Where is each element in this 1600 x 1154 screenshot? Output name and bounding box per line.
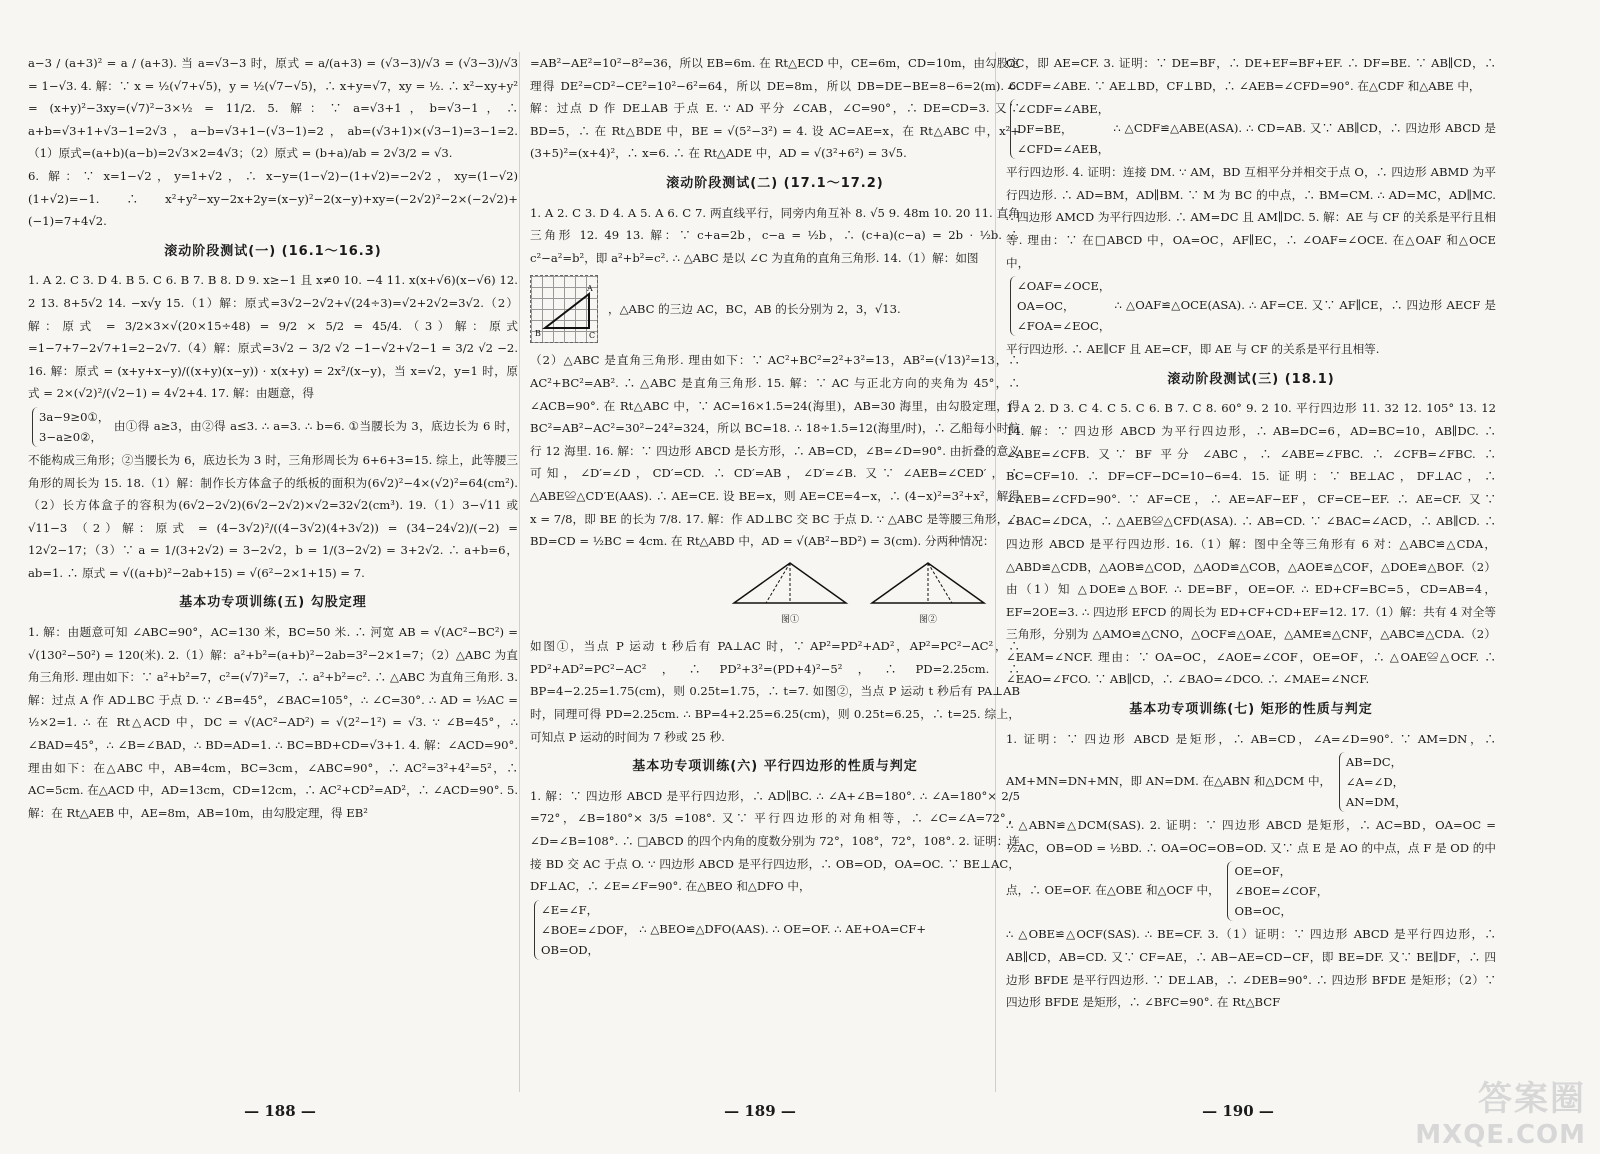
equation-system <box>1227 861 1328 921</box>
equation-line: ∠BOE=∠DOF， <box>541 922 636 937</box>
page-number: — 190 — <box>1202 1102 1274 1120</box>
site-watermark <box>1415 1071 1586 1150</box>
section-title: 基本功专项训练(六) 平行四边形的性质与判定 <box>632 759 918 775</box>
grid-figure-row <box>530 275 1020 343</box>
column-divider <box>519 52 520 1092</box>
equation-line: ∠FOA=∠EOC， <box>1017 319 1111 334</box>
figure-caption: 图① <box>780 614 799 625</box>
equation-line: OB=OD， <box>541 942 600 957</box>
answer-paragraph: 6. 解：∵ x=1−√2，y=1+√2，∴ x−y=(1−√2)−(1+√2)=−2√2，xy=(1−√2)(1+√2)=−1. ∴ x²+y²−xy−2x+2y=(x−y)²−2(x−y)+xy=(−2√2)²−2×(−2√2)+(−1)=7+4√2. <box>28 168 518 229</box>
right-triangle-diagram <box>531 276 597 342</box>
page-number: — 189 — <box>724 1102 796 1120</box>
section-title: 滚动阶段测试(二) (17.1～17.2) <box>666 175 884 191</box>
equation-line: AB=DC， <box>1345 755 1403 770</box>
equation-line: ∠BOE=∠COF， <box>1234 884 1329 899</box>
equation-system <box>534 900 635 960</box>
equation-line: ∠OAF=∠OCE， <box>1017 279 1111 294</box>
isosceles-triangle-diagram <box>730 557 850 609</box>
equation-system <box>1339 752 1407 812</box>
equation-line: ∠A=∠D， <box>1345 775 1405 790</box>
answer-column-1 <box>28 52 518 1092</box>
equation-line: ∠E=∠F， <box>541 902 599 917</box>
answer-text: ∴ △CDF≌△ABE(ASA). ∴ CD=AB. 又∵ AB∥CD，∴ 四边形 ABCD 是平行四边形. 4. 证明：连接 DM. ∵ AM，BD 互相平分并相交于点 O，∴ 四边形 ABMD 为平行四边形. ∴ AD=BM，AD∥BM. ∵ M 为 BC 的中点，∴ BM=CM. ∴ AD=MC，AD∥MC. ∴ 四边形 AMCD 为平行四边形. ∴ AM=DC 且 AM∥DC. 5. 解：AE 与 CF 的关系是平行且相等. 理由：∵ 在□ABCD 中，OA=OC，AF∥EC，∴ ∠OAF=∠OCE. 在△OAF 和△OCE 中， <box>1006 121 1496 270</box>
answer-column-3 <box>1006 52 1496 1092</box>
equation-line: DF=BE， <box>1017 122 1073 137</box>
answer-paragraph: OC，即 AE=CF. 3. 证明：∵ DE=BF，∴ DE+EF=BF+EF. ∴ DF=BE. ∵ AB∥CD，∴ ∠CDF=∠ABE. ∵ AE⊥BD，CF⊥BD，∴ ∠AEB=∠CFD=90°. 在△CDF 和△ABE 中， <box>1006 56 1496 93</box>
watermark-url: MXQE.COM <box>1415 1120 1586 1150</box>
answer-text: 1. 证明：∵ 四边形 ABCD 是矩形，∴ AB=CD，∠A=∠D=90°. ∵ AM=DN，∴ AM+MN=DN+MN，即 AN=DM. 在△ABN 和△DCM 中， <box>1006 731 1496 789</box>
equation-line: ∠CDF=∠ABE， <box>1017 102 1110 117</box>
answer-paragraph: 如图①，当点 P 运动 t 秒后有 PA⊥AC 时，∵ AP²=PD²+AD²，AP²=PC²−AC²，∴ PD²+AD²=PC²−AC²，∴ PD²+3²=(PD+4)²−5²，∴ PD=2.25cm. ∴ BP=4−2.25=1.75(cm)，则 0.25t=1.75，∴ t=7. 如图②，当点 P 运动 t 秒后有 PA⊥AB 时，同理可得 PD=2.25cm. ∴ BP=4+2.25=6.25(cm)，则 0.25t=6.25，∴ t=25. 综上，可知点 P 运动的时间为 7 秒或 25 秒. <box>530 639 1020 744</box>
answer-paragraph <box>1006 728 1496 815</box>
equation-line: OA=OC， <box>1017 299 1075 314</box>
answer-text: 由①得 a≥3，由②得 a≤3. ∴ a=3. ∴ b=6. ①当腰长为 3，底边长为 6 时，不能构成三角形；②当腰长为 6，底边长为 3 时，三角形周长为 6+6+3=15. 综上，此等腰三角形的周长为 15. 18.（1）解：制作长方体盒子的纸板的面积为(6√2)²−4×(√2)²=64(cm²).（2）长方体盒子的容积为(6√2−2√2)(6√2−2√2)×√2=32√2(cm³). 19.（1）3−√11 或 √11−3 （2）解：原式 = (4−3√2)²/((4−3√2)(4+3√2)) = (34−24√2)/(−2) = 12√2−17；（3）∵ a = 1/(3+2√2) = 3−2√2，b = 1/(3−2√2) = 3+2√2. ∴ a+b=6，ab=1. ∴ 原式 = √((a+b)²−2ab+15) = √(6²−2×1+15) = 7. <box>28 418 518 580</box>
answer-column-2 <box>530 52 1020 1092</box>
answer-text: ∴ △OAF≌△OCE(ASA). ∴ AF=CE. 又∵ AF∥CE，∴ 四边形 AECF 是平行四边形. ∴ AE∥CF 且 AE=CF，即 AE 与 CF 的关系是平行且相等. <box>1006 298 1496 357</box>
answer-text: ，△ABC 的三边 AC，BC，AB 的长分别为 2，3，√13. <box>608 302 901 317</box>
figure-caption: 图② <box>918 614 937 625</box>
answer-paragraph: a−3 / (a+3)² = a / (a+3). 当 a=√3−3 时，原式 = a/(a+3) = (√3−3)/√3 = (√3−3)/√3 = 1−√3. 4. 解：∵ x = ½(√7+√5)，y = ½(√7−√5)，∴ x+y=√7，xy = ½. ∴ x²−xy+y² = (x+y)²−3xy=(√7)²−3×½ = 11/2. 5. 解：∵ a=√3+1，b=√3−1，∴ a+b=√3+1+√3−1=2√3，a−b=√3+1−(√3−1)=2，ab=(√3+1)×(√3−1)=3−1=2.（1）原式=(a+b)(a−b)=2√3×2=4√3；（2）原式 = (b+a)/ab = 2√3/2 = √3. <box>28 56 518 161</box>
section-title: 滚动阶段测试(一) (16.1～16.3) <box>164 243 382 259</box>
svg-text:B: B <box>535 329 541 339</box>
section-title: 滚动阶段测试(三) (18.1) <box>1167 371 1335 387</box>
figure-1 <box>730 557 850 632</box>
answer-paragraph: 1. A 2. D 3. C 4. C 5. C 6. B 7. C 8. 60° 9. 2 10. 平行四边形 11. 32 12. 105° 13. 12 14. 解：∵ 四边形 ABCD 为平行四边形，∴ AB=DC=6，AD=BC=10，AB∥DC. ∴ ∠ABE=∠CFB. 又∵ BF 平分 ∠ABC，∴ ∠ABE=∠FBC. ∴ ∠CFB=∠FBC. ∴ BC=CF=10. ∴ DF=CF−DC=10−6=4. 15. 证明：∵ BE⊥AC，DF⊥AC，∴ ∠AEB=∠CFD=90°. ∵ AF=CE，∴ AE=AF−EF，CF=CE−EF. ∴ AE=CF. 又∵ ∠BAC=∠DCA，∴ △AEB≌△CFD(ASA). ∴ AB=CD. ∵ ∠BAC=∠ACD，∴ AB∥CD. ∴ 四边形 ABCD 是平行四边形. 16.（1）解：图中全等三角形有 6 对：△ABC≌△CDA，△ABD≌△CDB，△AOB≌△COD，△AOD≌△COB，△AOE≌△COF，△DOE≌△BOF.（2）由（1）知 △DOE≌△BOF. ∴ DE=BF，OE=OF. ∴ ED+CF=BC=5，CD=AB=4，EF=2OE=3. ∴ 四边形 EFCD 的周长为 ED+CF+CD+EF=12. 17.（1）解：共有 4 对全等三角形，分别为 △AMO≌△CNO，△OCF≌△OAE，△AME≌△CNF，△ABC≌△CDA.（2）∠EAM=∠NCF. 理由：∵ OA=OC，∠AOE=∠COF，OE=OF，∴ △OAE≌△OCF. ∴ ∠EAO=∠FCO. ∵ AB∥CD，∴ ∠BAO=∠DCO. ∴ ∠MAE=∠NCF. <box>1006 401 1496 687</box>
equation-line: 3−a≥0②， <box>39 429 103 444</box>
section-title: 基本功专项训练(七) 矩形的性质与判定 <box>1129 702 1373 718</box>
equation-system <box>1010 99 1109 159</box>
equation-line: OB=OC， <box>1234 904 1293 919</box>
section-title: 基本功专项训练(五) 勾股定理 <box>179 595 367 611</box>
answer-paragraph: 1. A 2. C 3. D 4. B 5. C 6. B 7. B 8. D 9. x≥−1 且 x≠0 10. −4 11. x(x+√6)(x−√6) 12. 2 13. 8+5√2 14. −x√y 15.（1）解：原式=3√2−2√2+√(24÷3)=√2+2√2=3√2.（2）解：原式 = 3/2×3×√(20×15÷48) = 9/2 × 5/2 = 45/4.（3）解：原式=1−7+7−2√7+1=2−2√7.（4）解：原式=3√2 − 3/2 √2 −1−√2+√2−1 = 3/2 √2 −2. 16. 解：原式 = (x+y+x−y)/((x+y)(x−y)) · x(x+y) = 2x²/(x−y)，当 x=√2，y=1 时，原式 = 2×(√2)²/(√2−1) = 4√2+4. 17. 解：由题意，得 <box>28 273 518 401</box>
equation-system <box>1010 276 1111 336</box>
grid-triangle-figure <box>530 275 598 343</box>
answer-paragraph: （2）△ABC 是直角三角形. 理由如下：∵ AC²+BC²=2²+3²=13，AB²=(√13)²=13，∴ AC²+BC²=AB². ∴ △ABC 是直角三角形. 15. 解：∵ AC 与正北方向的夹角为 45°，∴ ∠ACB=90°. 在 Rt△ABC 中，∵ AC=16×1.5=24(海里)，AB=30 海里，由勾股定理，得 BC²=AB²−AC²=30²−24²=324，所以 BC=18. ∴ 18÷1.5=12(海里/时)，∴ 乙船每小时航行 12 海里. 16. 解：∵ 四边形 ABCD 是长方形，∴ AB=CD，∠B=∠D=90°. 由折叠的意义可知，∠D′=∠D，CD′=CD. ∴ CD′=AB，∠D′=∠B. 又∵ ∠AEB=∠CED′，∴ △ABE≌△CD′E(AAS). ∴ AE=CE. 设 BE=x，则 AE=CE=4−x，∴ (4−x)²=3²+x²，解得 x = 7/8，即 BE 的长为 7/8. 17. 解：作 AD⊥BC 交 BC 于点 D. ∵ △ABC 是等腰三角形，∴ BD=CD = ½BC = 4cm. 在 Rt△ABD 中，AD = √(AB²−BD²) = 3(cm). 分两种情况： <box>530 353 1020 549</box>
page-number: — 188 — <box>244 1102 316 1120</box>
answer-paragraph: 1. 解：∵ 四边形 ABCD 是平行四边形，∴ AD∥BC. ∴ ∠A+∠B=180°. ∴ ∠A=180°× 2/5 =72°，∠B=180°× 3/5 =108°. 又∵ 平行四边形的对角相等，∴ ∠C=∠A=72°，∠D=∠B=108°. ∴ □ABCD 的四个内角的度数分别为 72°，108°，72°，108°. 2. 证明：连接 BD 交 AC 于点 O. ∵ 四边形 ABCD 是平行四边形，∴ OB=OD，OA=OC. ∵ BE⊥AC，DF⊥AC，∴ ∠E=∠F=90°. 在△BEO 和△DFO 中， <box>530 788 1020 894</box>
answer-paragraph <box>530 898 1020 962</box>
answer-paragraph: 1. 解：由题意可知 ∠ABC=90°，AC=130 米，BC=50 米. ∴ 河宽 AB = √(AC²−BC²) = √(130²−50²) = 120(米). 2.（1）解：a²+b²=(a+b)²−2ab=3²−2×1=7；（2）△ABC 为直角三角形. 理由如下：∵ a²+b²=7，c²=(√7)²=7，∴ a²+b²=c². ∴ △ABC 为直角三角形. 3. 解：过点 A 作 AD⊥BC 于点 D. ∵ ∠B=45°，∠BAC=105°，∴ ∠C=30°. ∴ AD = ½AC = ½×2=1. ∴ 在 Rt△ACD 中，DC = √(AC²−AD²) = √(2²−1²) = √3. ∵ ∠B=45°，∴ ∠BAD=45°，∴ ∠B=∠BAD，∴ BD=AD=1. ∴ BC=BD+CD=√3+1. 4. 解：∠ACD=90°. 理由如下：在△ABC 中，AB=4cm，BC=3cm，∠ABC=90°，∴ AC²=3²+4²=5²，∴ AC=5cm. 在△ACD 中，AD=13cm，CD=12cm，∴ AC²+CD²=AD²，∴ ∠ACD=90°. 5. 解：在 Rt△AEB 中，AE=8m，AB=10m，由勾股定理，得 EB² <box>28 625 518 820</box>
equation-line: 3a−9≥0①， <box>39 409 110 424</box>
equation-system <box>32 407 109 447</box>
watermark-logo-text: 答案圈 <box>1478 1079 1586 1119</box>
svg-text:C: C <box>589 331 596 341</box>
isosceles-triangle-diagram <box>868 557 988 609</box>
svg-text:A: A <box>587 284 593 294</box>
answer-paragraph <box>28 405 518 585</box>
answer-paragraph <box>1006 274 1496 361</box>
answer-text: ∴ △BEO≌△DFO(AAS). ∴ OE=OF. ∴ AE+OA=CF+ <box>639 921 927 936</box>
answer-paragraph: ∴ △OBE≌△OCF(SAS). ∴ BE=CF. 3.（1）证明：∵ 四边形 ABCD 是平行四边形，∴ AB∥CD，AB=CD. 又∵ CF=AE，∴ AB−AE=CD−CF，即 BE=DF. 又∵ BE∥DF，∴ 四边形 BFDE 是平行四边形. ∵ DE⊥AB，∴ ∠DEB=90°. ∴ 四边形 BFDE 是矩形；（2）∵ 四边形 BFDE 是矩形，∴ ∠BFC=90°. 在 Rt△BCF <box>1006 927 1496 1010</box>
answer-paragraph <box>1006 97 1496 274</box>
answer-paragraph: 1. A 2. C 3. D 4. A 5. A 6. C 7. 两直线平行，同旁内角互补 8. √5 9. 48m 10. 20 11. 直角三角形 12. 49 13. 解：∵ c+a=2b，c−a = ½b，∴ (c+a)(c−a) = 2b · ½b. ∴ c²−a²=b²，即 a²+b²=c². ∴ △ABC 是以 ∠C 为直角的直角三角形. 14.（1）解：如图 <box>530 205 1020 265</box>
equation-line: OE=OF， <box>1234 864 1292 879</box>
answer-text: ∴ △ABN≌△DCM(SAS). 2. 证明：∵ 四边形 ABCD 是矩形，∴ AC=BD，OA=OC = ½AC，OB=OD = ½BD. ∴ OA=OC=OB=OD. 又∵ 点 E 是 AO 的中点，点 F 是 OD 的中点，∴ OE=OF. 在△OBE 和△OCF 中， <box>1006 818 1496 898</box>
answer-paragraph: =AB²−AE²=10²−8²=36，所以 EB=6m. 在 Rt△ECD 中，CE=6m，CD=10m，由勾股定理得 DE²=CD²−CE²=10²−6²=64，所以 DE=8m，所以 DB=DE−BE=8−6=2(m). 6. 解：过点 D 作 DE⊥AB 于点 E. ∵ AD 平分 ∠CAB，∠C=90°，∴ DE=CD=3. 又∵ BD=5，∴ 在 Rt△BDE 中，BE = √(5²−3²) = 4. 设 AC=AE=x，在 Rt△ABC 中，x²+(3+5)²=(x+4)²，∴ x=6. ∴ 在 Rt△ADE 中，AD = √(3²+6²) = 3√5. <box>530 56 1020 161</box>
figure-2 <box>868 557 988 632</box>
answer-paragraph <box>1006 814 1496 923</box>
equation-line: ∠CFD=∠AEB， <box>1017 142 1110 157</box>
equation-line: AN=DM， <box>1345 795 1407 810</box>
triangle-figures <box>730 557 1020 632</box>
